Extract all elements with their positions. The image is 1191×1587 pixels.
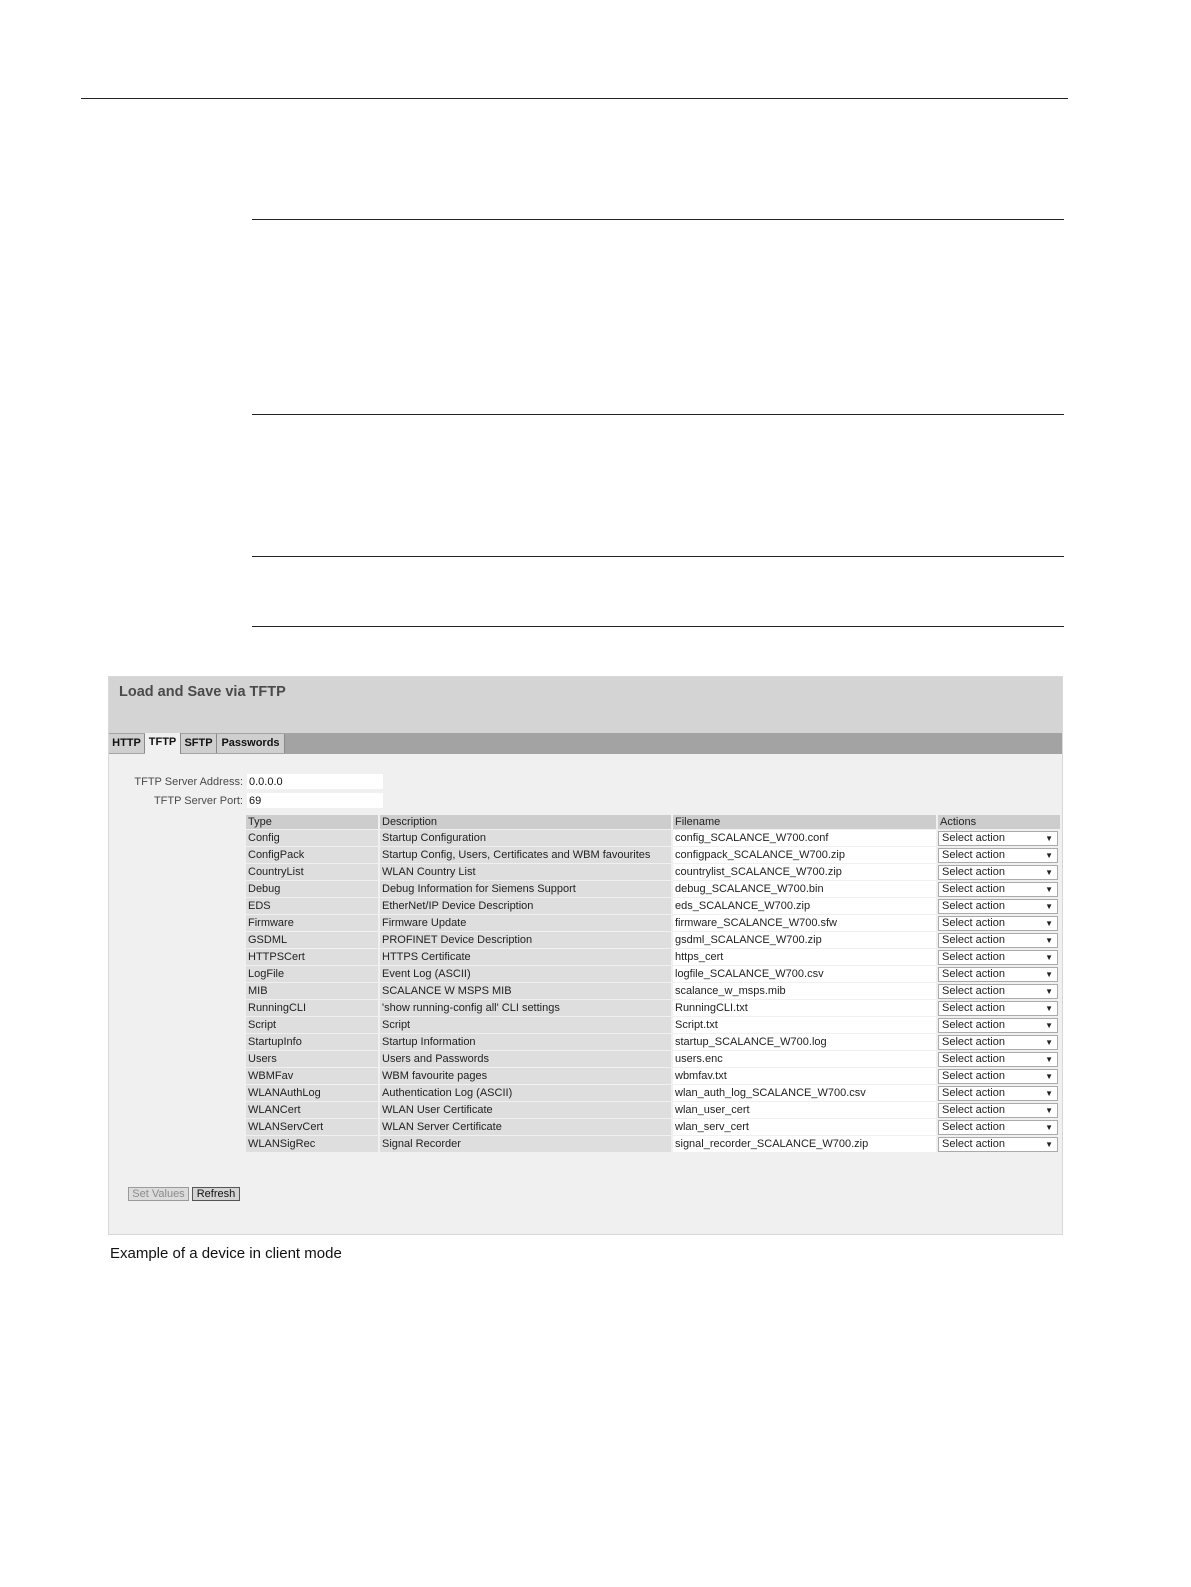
chevron-down-icon: ▼ <box>1045 1054 1053 1064</box>
cell-action <box>938 1034 1062 1050</box>
cell-action <box>938 949 1062 965</box>
action-select[interactable] <box>938 1069 1058 1084</box>
table-row <box>246 983 1062 999</box>
action-select-value: Select action <box>942 882 1005 895</box>
table-row <box>246 1085 1062 1101</box>
server-port-label: TFTP Server Port: <box>153 795 243 807</box>
cell-action <box>938 932 1062 948</box>
filename-input[interactable]: eds_SCALANCE_W700.zip <box>673 898 938 914</box>
action-select[interactable] <box>938 933 1058 948</box>
cell-description: Debug Information for Siemens Support <box>380 881 673 897</box>
action-select[interactable] <box>938 1001 1058 1016</box>
cell-description: EtherNet/IP Device Description <box>380 898 673 914</box>
chevron-down-icon: ▼ <box>1045 850 1053 860</box>
note-rule <box>252 219 1064 220</box>
filename-input[interactable]: countrylist_SCALANCE_W700.zip <box>673 864 938 880</box>
action-select[interactable] <box>938 899 1058 914</box>
cell-description: Startup Information <box>380 1034 673 1050</box>
note-rule <box>252 626 1064 627</box>
action-select-value: Select action <box>942 950 1005 963</box>
server-address-input[interactable] <box>247 774 383 789</box>
action-select-value: Select action <box>942 848 1005 861</box>
chevron-down-icon: ▼ <box>1045 1003 1053 1013</box>
cell-type: WBMFav <box>246 1068 380 1084</box>
table-row <box>246 1017 1062 1033</box>
tab-sftp[interactable]: SFTP <box>181 734 217 753</box>
cell-action <box>938 915 1062 931</box>
refresh-button[interactable]: Refresh <box>192 1187 240 1201</box>
cell-type: RunningCLI <box>246 1000 380 1016</box>
table-row <box>246 1000 1062 1016</box>
cell-type: LogFile <box>246 966 380 982</box>
action-select-value: Select action <box>942 899 1005 912</box>
cell-description: WLAN Country List <box>380 864 673 880</box>
filename-input[interactable]: config_SCALANCE_W700.conf <box>673 830 938 846</box>
action-select-value: Select action <box>942 1137 1005 1150</box>
action-select-value: Select action <box>942 831 1005 844</box>
wbm-screenshot <box>108 676 1063 1235</box>
action-select[interactable] <box>938 916 1058 931</box>
cell-action <box>938 1085 1062 1101</box>
cell-type: Script <box>246 1017 380 1033</box>
action-select[interactable] <box>938 1035 1058 1050</box>
filename-input[interactable]: debug_SCALANCE_W700.bin <box>673 881 938 897</box>
action-select-value: Select action <box>942 916 1005 929</box>
server-address-label: TFTP Server Address: <box>134 776 243 788</box>
action-select[interactable] <box>938 1103 1058 1118</box>
cell-type: WLANSigRec <box>246 1136 380 1152</box>
action-select[interactable] <box>938 882 1058 897</box>
tab-tftp[interactable]: TFTP <box>145 733 181 754</box>
filename-input[interactable]: Script.txt <box>673 1017 938 1033</box>
table-row <box>246 966 1062 982</box>
action-select[interactable] <box>938 1137 1058 1152</box>
chevron-down-icon: ▼ <box>1045 1105 1053 1115</box>
filename-input[interactable]: https_cert <box>673 949 938 965</box>
filename-input[interactable]: wbmfav.txt <box>673 1068 938 1084</box>
set-values-button[interactable]: Set Values <box>128 1187 189 1201</box>
cell-action <box>938 1119 1062 1135</box>
cell-action <box>938 830 1062 846</box>
cell-type: GSDML <box>246 932 380 948</box>
cell-description: Script <box>380 1017 673 1033</box>
filename-input[interactable]: startup_SCALANCE_W700.log <box>673 1034 938 1050</box>
filename-input[interactable]: RunningCLI.txt <box>673 1000 938 1016</box>
cell-description: HTTPS Certificate <box>380 949 673 965</box>
cell-description: Users and Passwords <box>380 1051 673 1067</box>
chevron-down-icon: ▼ <box>1045 901 1053 911</box>
cell-action <box>938 847 1062 863</box>
table-row <box>246 1136 1062 1152</box>
top-rule <box>81 98 1068 99</box>
cell-type: WLANServCert <box>246 1119 380 1135</box>
chevron-down-icon: ▼ <box>1045 1071 1053 1081</box>
tab-http[interactable]: HTTP <box>109 734 145 753</box>
action-select-value: Select action <box>942 967 1005 980</box>
chevron-down-icon: ▼ <box>1045 884 1053 894</box>
cell-type: Debug <box>246 881 380 897</box>
cell-action <box>938 1000 1062 1016</box>
filename-input[interactable]: configpack_SCALANCE_W700.zip <box>673 847 938 863</box>
tab-bar <box>109 733 1062 754</box>
note-rule <box>252 556 1064 557</box>
cell-description: SCALANCE W MSPS MIB <box>380 983 673 999</box>
cell-action <box>938 1102 1062 1118</box>
cell-description: Event Log (ASCII) <box>380 966 673 982</box>
cell-type: StartupInfo <box>246 1034 380 1050</box>
cell-action <box>938 1136 1062 1152</box>
table-row <box>246 881 1062 897</box>
figure-caption: Example of a device in client mode <box>110 1245 342 1262</box>
action-select-value: Select action <box>942 1052 1005 1065</box>
action-select-value: Select action <box>942 1001 1005 1014</box>
action-select[interactable] <box>938 831 1058 846</box>
cell-type: HTTPSCert <box>246 949 380 965</box>
filename-input[interactable]: wlan_user_cert <box>673 1102 938 1118</box>
cell-action <box>938 966 1062 982</box>
action-select[interactable] <box>938 1120 1058 1135</box>
filename-input[interactable]: gsdml_SCALANCE_W700.zip <box>673 932 938 948</box>
action-select[interactable] <box>938 950 1058 965</box>
cell-action <box>938 983 1062 999</box>
table-row <box>246 847 1062 863</box>
action-select[interactable] <box>938 865 1058 880</box>
cell-type: WLANAuthLog <box>246 1085 380 1101</box>
cell-description: WLAN User Certificate <box>380 1102 673 1118</box>
cell-type: MIB <box>246 983 380 999</box>
action-select-value: Select action <box>942 1069 1005 1082</box>
table-row <box>246 1051 1062 1067</box>
action-select[interactable] <box>938 984 1058 999</box>
action-select[interactable] <box>938 1086 1058 1101</box>
action-select-value: Select action <box>942 1018 1005 1031</box>
action-select-value: Select action <box>942 1086 1005 1099</box>
cell-description: Signal Recorder <box>380 1136 673 1152</box>
action-select-value: Select action <box>942 1035 1005 1048</box>
table-row <box>246 1102 1062 1118</box>
cell-description: WLAN Server Certificate <box>380 1119 673 1135</box>
note-rule <box>252 414 1064 415</box>
filename-input[interactable]: wlan_auth_log_SCALANCE_W700.csv <box>673 1085 938 1101</box>
action-select-value: Select action <box>942 984 1005 997</box>
action-select-value: Select action <box>942 1103 1005 1116</box>
tab-passwords[interactable]: Passwords <box>217 734 285 753</box>
chevron-down-icon: ▼ <box>1045 918 1053 928</box>
cell-description: 'show running-config all' CLI settings <box>380 1000 673 1016</box>
cell-action <box>938 1051 1062 1067</box>
cell-action <box>938 881 1062 897</box>
column-header-filename: Filename <box>673 815 938 829</box>
cell-description: Authentication Log (ASCII) <box>380 1085 673 1101</box>
chevron-down-icon: ▼ <box>1045 952 1053 962</box>
action-select-value: Select action <box>942 1120 1005 1133</box>
chevron-down-icon: ▼ <box>1045 1088 1053 1098</box>
action-select[interactable] <box>938 1052 1058 1067</box>
table-row <box>246 949 1062 965</box>
filename-input[interactable]: wlan_serv_cert <box>673 1119 938 1135</box>
cell-type: Config <box>246 830 380 846</box>
table-row <box>246 898 1062 914</box>
chevron-down-icon: ▼ <box>1045 1037 1053 1047</box>
chevron-down-icon: ▼ <box>1045 1122 1053 1132</box>
cell-action <box>938 1068 1062 1084</box>
filename-input[interactable]: logfile_SCALANCE_W700.csv <box>673 966 938 982</box>
cell-description: Startup Config, Users, Certificates and WBM favourites <box>380 847 673 863</box>
column-header-type: Type <box>246 815 380 829</box>
action-select[interactable] <box>938 848 1058 863</box>
chevron-down-icon: ▼ <box>1045 1139 1053 1149</box>
action-select[interactable] <box>938 1018 1058 1033</box>
file-table <box>246 814 1062 1153</box>
cell-type: Firmware <box>246 915 380 931</box>
page-header <box>109 677 1062 733</box>
chevron-down-icon: ▼ <box>1045 867 1053 877</box>
action-select-value: Select action <box>942 865 1005 878</box>
table-row <box>246 864 1062 880</box>
table-row <box>246 1119 1062 1135</box>
cell-description: Startup Configuration <box>380 830 673 846</box>
cell-type: WLANCert <box>246 1102 380 1118</box>
chevron-down-icon: ▼ <box>1045 969 1053 979</box>
table-row <box>246 1068 1062 1084</box>
column-header-actions: Actions <box>938 815 1062 829</box>
table-row <box>246 915 1062 931</box>
cell-action <box>938 1017 1062 1033</box>
chevron-down-icon: ▼ <box>1045 1020 1053 1030</box>
cell-action <box>938 864 1062 880</box>
filename-input[interactable]: signal_recorder_SCALANCE_W700.zip <box>673 1136 938 1152</box>
table-header-row <box>246 815 1062 829</box>
cell-description: WBM favourite pages <box>380 1068 673 1084</box>
action-select[interactable] <box>938 967 1058 982</box>
filename-input[interactable]: users.enc <box>673 1051 938 1067</box>
filename-input[interactable]: firmware_SCALANCE_W700.sfw <box>673 915 938 931</box>
cell-description: PROFINET Device Description <box>380 932 673 948</box>
page-title: Load and Save via TFTP <box>119 684 286 700</box>
chevron-down-icon: ▼ <box>1045 935 1053 945</box>
cell-action <box>938 898 1062 914</box>
table-row <box>246 830 1062 846</box>
table-row <box>246 932 1062 948</box>
cell-type: ConfigPack <box>246 847 380 863</box>
column-header-description: Description <box>380 815 673 829</box>
cell-type: EDS <box>246 898 380 914</box>
chevron-down-icon: ▼ <box>1045 986 1053 996</box>
cell-description: Firmware Update <box>380 915 673 931</box>
table-row <box>246 1034 1062 1050</box>
chevron-down-icon: ▼ <box>1045 833 1053 843</box>
cell-type: Users <box>246 1051 380 1067</box>
action-select-value: Select action <box>942 933 1005 946</box>
filename-input[interactable]: scalance_w_msps.mib <box>673 983 938 999</box>
server-port-input[interactable] <box>247 793 383 808</box>
cell-type: CountryList <box>246 864 380 880</box>
